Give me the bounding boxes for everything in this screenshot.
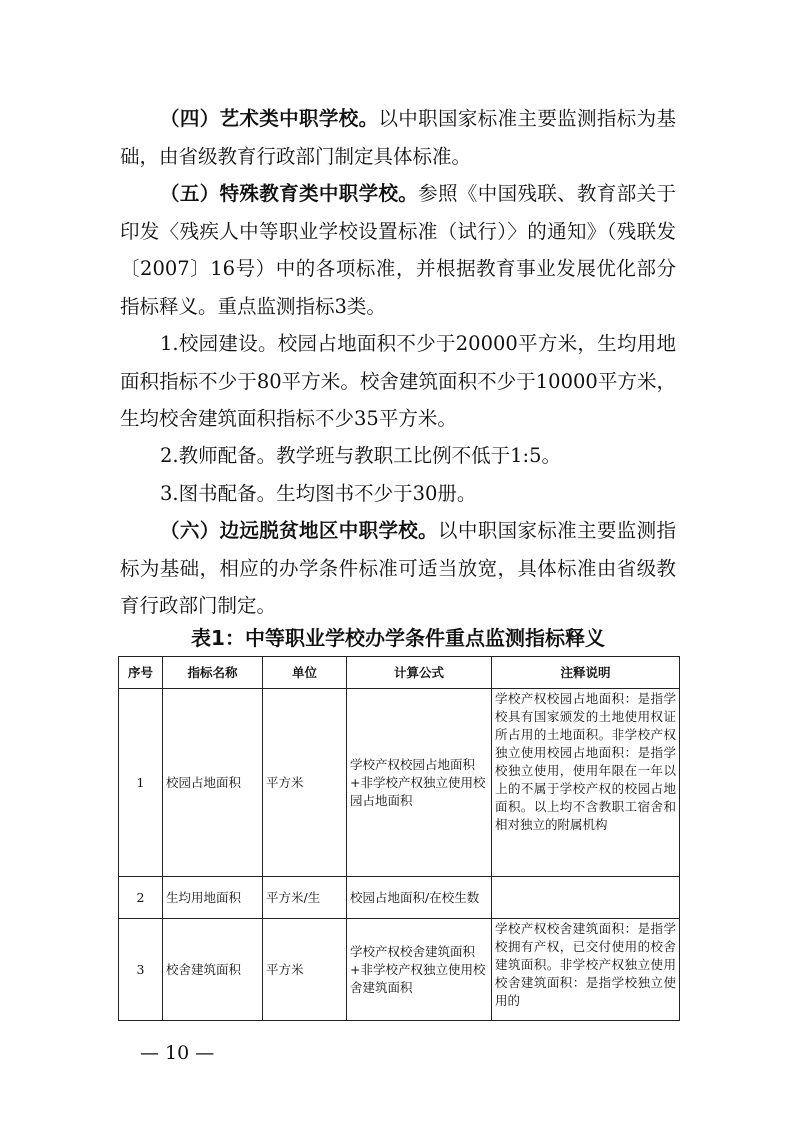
header-formula: 计算公式 xyxy=(347,657,492,689)
cell-indicator-name: 校园占地面积 xyxy=(163,689,263,877)
paragraph-art-schools xyxy=(120,100,676,175)
cell-notes xyxy=(492,877,680,919)
indicator-table xyxy=(118,656,680,1021)
item-teacher-staffing: 2.教师配备。教学班与教职工比例不低于1:5。 xyxy=(160,444,561,467)
header-unit: 单位 xyxy=(263,657,347,689)
cell-unit: 平方米/生 xyxy=(263,877,347,919)
table-row xyxy=(119,919,680,1021)
table-row xyxy=(119,689,680,877)
cell-no: 1 xyxy=(119,689,163,877)
cell-formula: 学校产权校舍建筑面积+非学校产权独立使用校舍建筑面积 xyxy=(347,919,492,1021)
paragraph-special-education xyxy=(120,175,676,325)
cell-notes: 学校产权校园占地面积：是指学校具有国家颁发的土地使用权证所占用的土地面积。非学校产权独立使用校园占地面积：是指学校独立使用，使用年限在一年以上的不属于学校产权的校园占地面积。以上均不含教职工宿舍和相对独立的附属机构 xyxy=(492,689,680,877)
cell-unit: 平方米 xyxy=(263,919,347,1021)
paragraph-remote-areas xyxy=(120,512,676,625)
page-number: — 10 — xyxy=(140,1042,215,1064)
cell-formula: 校园占地面积/在校生数 xyxy=(347,877,492,919)
paragraph-lead: （四）艺术类中职学校。 xyxy=(160,107,379,130)
item-library-books: 3.图书配备。生均图书不少于30册。 xyxy=(160,482,477,505)
header-no: 序号 xyxy=(119,657,163,689)
cell-notes: 学校产权校舍建筑面积：是指学校拥有产权，已交付使用的校舍建筑面积。非学校产权独立使用校舍建筑面积：是指学校独立使用的 xyxy=(492,919,680,1021)
cell-formula: 学校产权校园占地面积+非学校产权独立使用校园占地面积 xyxy=(347,689,492,877)
paragraph-text: 以中职国家标准主要监测指标为基础，相应的办学条件标准可适当放宽，具体标准由省级教育行政部门制定。 xyxy=(120,519,676,617)
item-campus-construction: 1.校园建设。校园占地面积不少于20000平方米，生均用地面积指标不少于80平方米。校舍建筑面积不少于10000平方米，生均校舍建筑面积指标不少35平方米。 xyxy=(120,332,676,430)
cell-indicator-name: 校舍建筑面积 xyxy=(163,919,263,1021)
table-caption: 表1：中等职业学校办学条件重点监测指标释义 xyxy=(191,626,605,650)
paragraph-text: 参照《中国残联、教育部关于印发〈残疾人中等职业学校设置标准（试行）〉的通知》（残联发〔2007〕16号）中的各项标准，并根据教育事业发展优化部分指标释义。重点监测指标3类。 xyxy=(120,182,676,318)
cell-unit: 平方米 xyxy=(263,689,347,877)
paragraph-lead: （六）边远脱贫地区中职学校。 xyxy=(160,519,439,542)
table-header-row xyxy=(119,657,680,689)
header-indicator-name: 指标名称 xyxy=(163,657,263,689)
cell-no: 2 xyxy=(119,877,163,919)
header-notes: 注释说明 xyxy=(492,657,680,689)
cell-indicator-name: 生均用地面积 xyxy=(163,877,263,919)
paragraph-lead: （五）特殊教育类中职学校。 xyxy=(160,182,419,205)
paragraph-text: 以中职国家标准主要监测指标为基础，由省级教育行政部门制定具体标准。 xyxy=(120,107,676,168)
cell-no: 3 xyxy=(119,919,163,1021)
table-row xyxy=(119,877,680,919)
